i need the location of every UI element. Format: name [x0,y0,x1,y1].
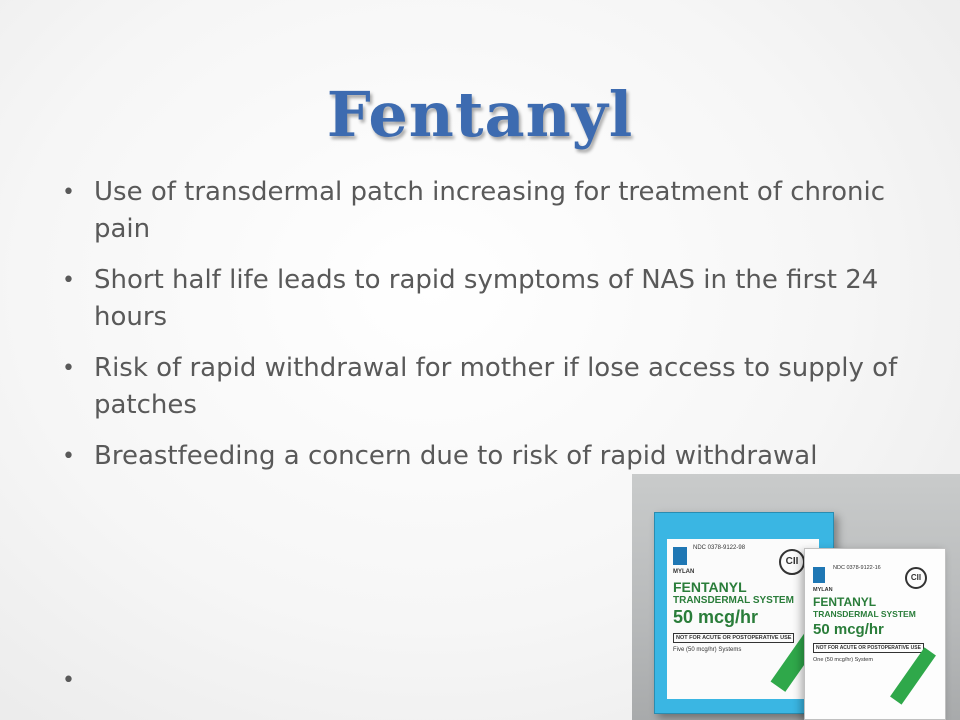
slide-title: Fentanyl [326,78,634,151]
bullet-item [60,174,900,248]
box-system: TRANSDERMAL SYSTEM [673,595,794,606]
box-label-panel [667,539,819,699]
schedule-cii-icon: CII [905,567,927,589]
box-warning: NOT FOR ACUTE OR POSTOPERATIVE USE [673,633,794,643]
bullet-item [60,438,900,475]
box-count: Five (50 mcg/hr) Systems [673,647,742,653]
pouch-warning: NOT FOR ACUTE OR POSTOPERATIVE USE [813,643,924,653]
bullet-text: Breastfeeding a concern due to risk of rapid withdrawal [94,441,818,471]
pouch-brand: MYLAN [813,587,833,593]
fentanyl-patch-photo [632,474,960,720]
bullet-icon: • [62,444,75,469]
pouch-system: TRANSDERMAL SYSTEM [813,609,916,619]
bullet-text: Short half life leads to rapid symptoms of NAS in the first 24 hours [94,265,879,332]
bullet-icon: • [62,356,75,381]
bullet-icon: • [62,180,75,205]
empty-bullet-icon: • [62,668,75,693]
product-pouch-small [804,548,946,720]
pouch-drug-name: FENTANYL [813,595,877,609]
box-brand: MYLAN [673,569,695,575]
mylan-logo-icon [813,567,825,583]
pouch-dose: 50 mcg/hr [813,621,884,638]
pouch-count: One (50 mcg/hr) System [813,657,873,663]
box-drug-name: FENTANYL [673,579,747,595]
bullet-list [60,174,900,489]
bullet-item [60,350,900,424]
schedule-cii-icon: CII [779,549,805,575]
green-warning-band [890,647,936,704]
bullet-icon: • [62,268,75,293]
box-ndc: NDC 0378-9122-98 [693,545,746,551]
mylan-logo-icon [673,547,687,565]
pouch-ndc: NDC 0378-9122-16 [833,565,881,571]
box-dose: 50 mcg/hr [673,607,759,627]
bullet-item [60,262,900,336]
bullet-text: Risk of rapid withdrawal for mother if lose access to supply of patches [94,353,898,420]
bullet-text: Use of transdermal patch increasing for treatment of chronic pain [94,177,886,244]
